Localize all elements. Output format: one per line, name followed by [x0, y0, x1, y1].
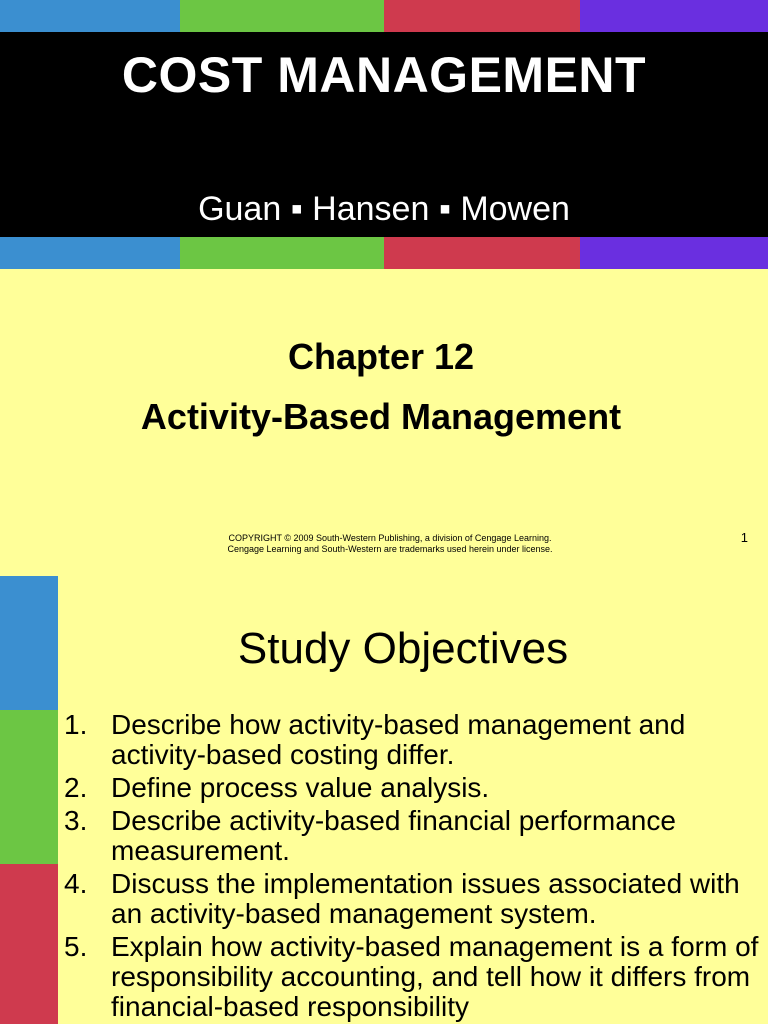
page-number: 1: [740, 530, 748, 545]
objectives-list: [64, 710, 764, 1024]
objectives-slide: [0, 576, 768, 1024]
item-number: 5.: [64, 931, 88, 962]
item-number: 2.: [64, 772, 88, 803]
side-bar-red: [0, 864, 58, 1024]
bottom-stripe-red: [384, 237, 580, 269]
list-item: [64, 710, 764, 770]
side-bar-blue: [0, 576, 58, 710]
item-number: 3.: [64, 805, 88, 836]
top-stripe-red: [384, 0, 580, 32]
top-stripe-purple: [580, 0, 768, 32]
list-item: [64, 773, 764, 803]
objectives-heading: Study Objectives: [237, 624, 569, 673]
top-stripe-blue: [0, 0, 180, 32]
item-number: 1.: [64, 709, 88, 740]
copyright-line-2: Cengage Learning and South-Western are trademarks used herein under license.: [227, 544, 553, 554]
chapter-title: Activity-Based Management: [140, 396, 622, 437]
item-text: Explain how activity-based management is a form of responsibility accounting, and tell how it differs from financial-based responsibility: [111, 931, 759, 1022]
list-item: [64, 869, 764, 929]
item-number: 4.: [64, 868, 88, 899]
bottom-stripe-blue: [0, 237, 180, 269]
slide-title: COST MANAGEMENT: [121, 47, 647, 103]
item-text: Discuss the implementation issues associated with an activity-based management system.: [111, 868, 740, 929]
chapter-number: Chapter 12: [287, 336, 475, 377]
copyright-line-1: COPYRIGHT © 2009 South-Western Publishing, a division of Cengage Learning.: [228, 533, 552, 543]
top-stripe-green: [180, 0, 384, 32]
copyright-notice: [150, 533, 630, 555]
list-item: [64, 806, 764, 866]
item-text: Describe activity-based financial performance measurement.: [111, 805, 676, 866]
list-item: [64, 932, 764, 1022]
item-text: Describe how activity-based management and activity-based costing differ.: [111, 709, 686, 770]
bottom-stripe-purple: [580, 237, 768, 269]
item-text: Define process value analysis.: [111, 772, 490, 803]
side-bar-green: [0, 710, 58, 864]
bottom-stripe-green: [180, 237, 384, 269]
authors-line: Guan ▪ Hansen ▪ Mowen: [198, 190, 570, 228]
